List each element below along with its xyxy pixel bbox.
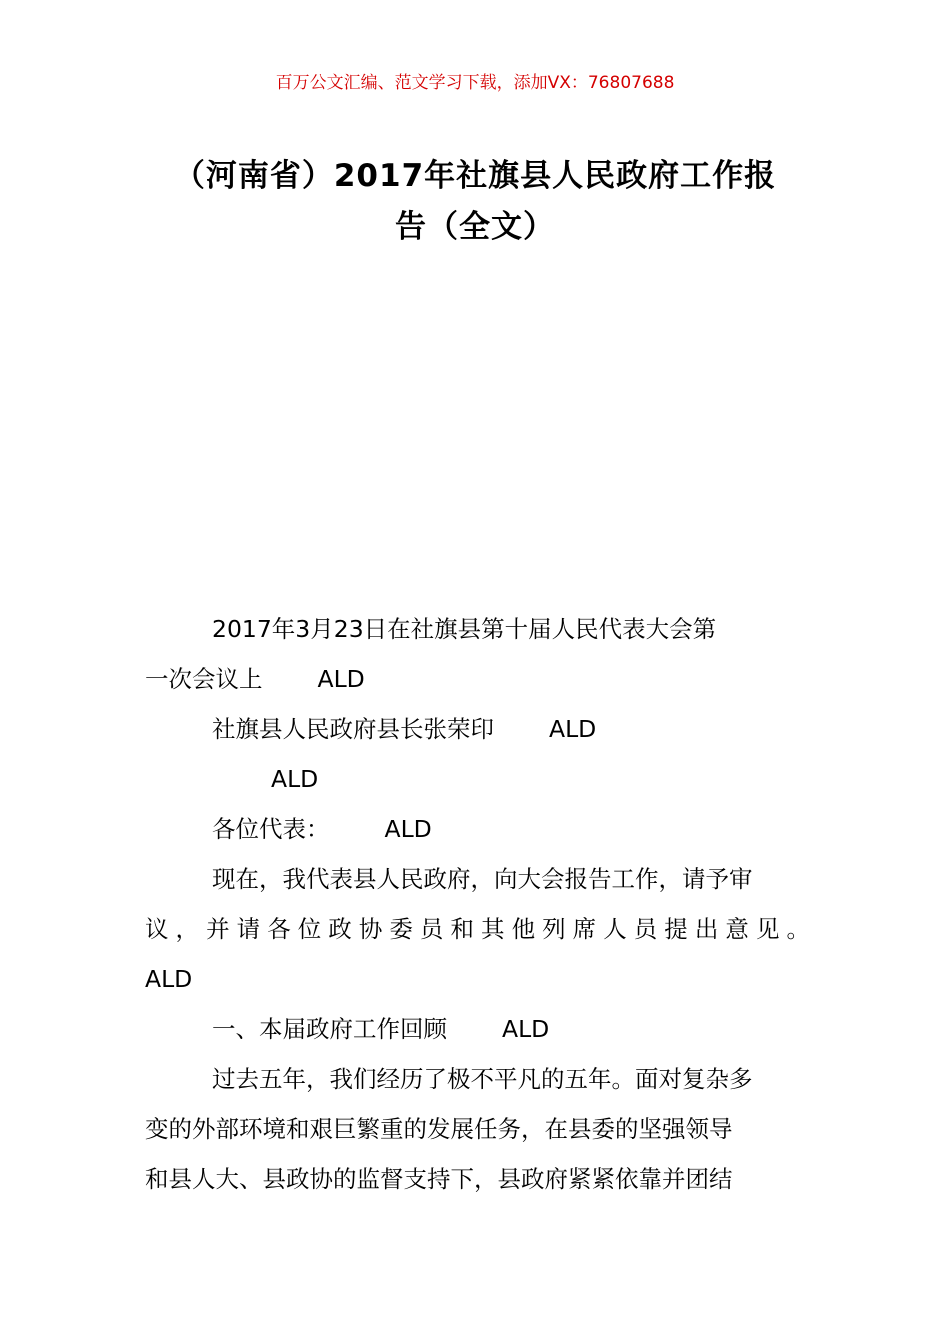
paragraph-2-line-2 [145, 1104, 810, 1154]
paragraph-1-line-1 [145, 854, 810, 904]
document-title-line-1: （河南省）2017年社旗县人民政府工作报 [173, 158, 777, 194]
author-line [145, 704, 810, 754]
date-line [145, 604, 810, 654]
section-heading-text: 一、本届政府工作回顾 [212, 1015, 447, 1043]
paragraph-2-text-2: 变的外部环境和艰巨繁重的发展任务，在县委的坚强领导 [145, 1115, 733, 1143]
paragraph-2-text-1: 过去五年，我们经历了极不平凡的五年。面对复杂多 [212, 1065, 753, 1093]
document-body [145, 604, 810, 1204]
greeting-line [145, 804, 810, 854]
date-text-2: 一次会议上 [145, 665, 263, 693]
header-watermark-note: 百万公文汇编、范文学习下载，添加VX：76807688 [275, 73, 675, 93]
date-line-cont [145, 654, 810, 704]
ald-marker: ALD [502, 1015, 550, 1043]
paragraph-1-line-2 [145, 904, 810, 954]
paragraph-1-text-2: 议，并请各位政协委员和其他列席人员提出意见。 [145, 915, 810, 943]
paragraph-2-line-1 [145, 1054, 810, 1104]
marker-line [145, 754, 810, 804]
ald-marker: ALD [384, 815, 432, 843]
ald-marker: ALD [549, 715, 597, 743]
section-heading-line [145, 1004, 810, 1054]
paragraph-1-text-1: 现在，我代表县人民政府，向大会报告工作，请予审 [212, 865, 753, 893]
author-text: 社旗县人民政府县长张荣印 [212, 715, 494, 743]
paragraph-2-text-3: 和县人大、县政协的监督支持下，县政府紧紧依靠并团结 [145, 1165, 733, 1193]
ald-marker: ALD [145, 965, 193, 993]
ald-marker: ALD [271, 765, 319, 793]
date-text-1: 2017年3月23日在社旗县第十届人民代表大会第 [212, 615, 717, 643]
ald-marker: ALD [317, 665, 365, 693]
paragraph-2-line-3 [145, 1154, 810, 1204]
greeting-text: 各位代表： [212, 815, 330, 843]
paragraph-1-line-3 [145, 954, 810, 1004]
document-title-line-2: 告（全文） [395, 209, 555, 245]
